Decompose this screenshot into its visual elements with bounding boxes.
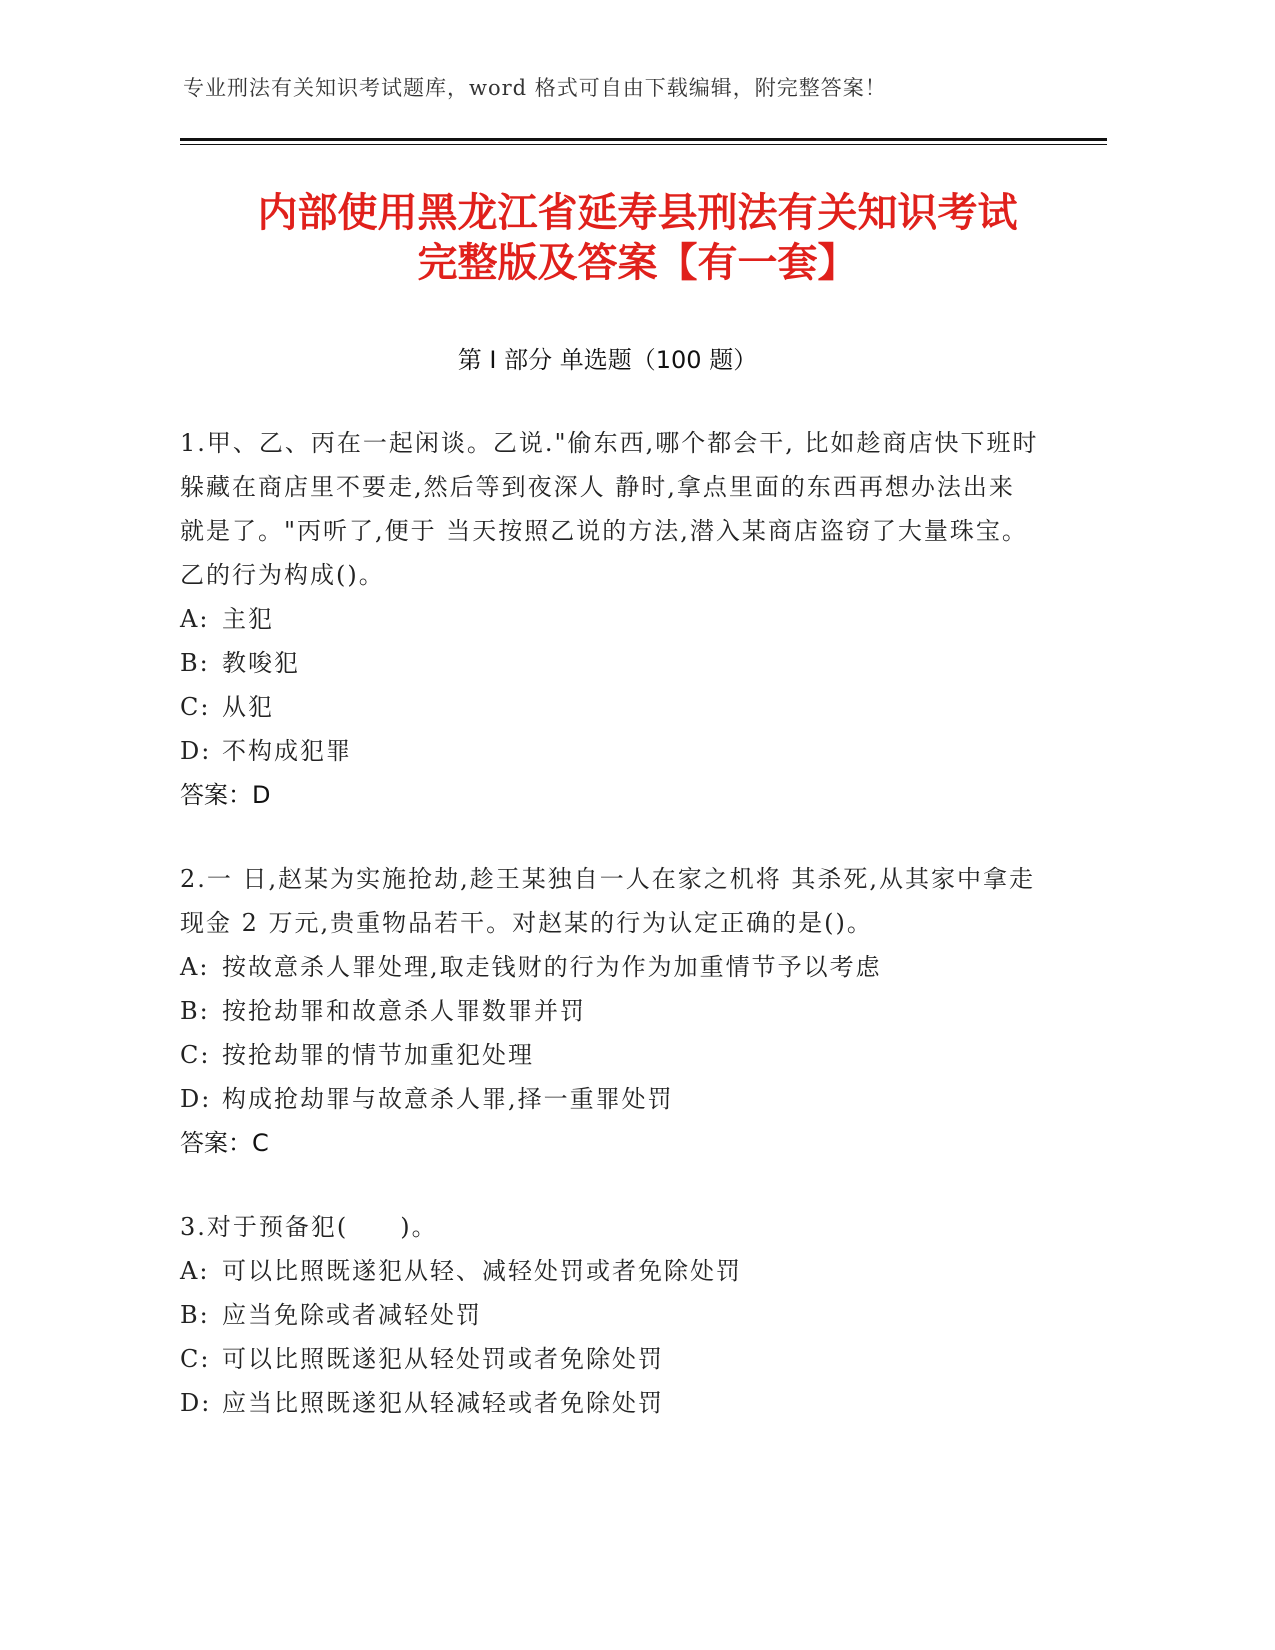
section-title: 第 I 部分 单选题（100 题） (457, 346, 758, 374)
option-a (180, 945, 1040, 989)
option-d (180, 1077, 1040, 1121)
option-b (180, 1293, 1040, 1337)
option-letter: D: (180, 737, 212, 765)
option-c (180, 1033, 1040, 1077)
option-letter: A: (180, 1257, 210, 1285)
option-text: 可以比照既遂犯从轻、减轻处罚或者免除处罚 (222, 1257, 742, 1285)
option-d (180, 1381, 1040, 1425)
question-3 (180, 1205, 1040, 1425)
header-rule-thin (180, 144, 1107, 145)
option-text: 教唆犯 (222, 649, 300, 677)
option-letter: B: (180, 1301, 210, 1329)
option-letter: C: (180, 1041, 211, 1069)
option-text: 构成抢劫罪与故意杀人罪,择一重罪处罚 (222, 1085, 674, 1113)
option-letter: C: (180, 693, 211, 721)
question-stem: 3.对于预备犯( )。 (180, 1213, 438, 1241)
option-text: 从犯 (222, 693, 274, 721)
option-d (180, 729, 1040, 773)
option-text: 按故意杀人罪处理,取走钱财的行为作为加重情节予以考虑 (222, 953, 882, 981)
option-letter: B: (180, 649, 210, 677)
option-a (180, 597, 1040, 641)
option-letter: A: (180, 953, 210, 981)
question-stem: 1.甲、乙、丙在一起闲谈。乙说."偷东西,哪个都会干, 比如趁商店快下班时躲藏在商店里不要走,然后等到夜深人 静时,拿点里面的东西再想办法出来就是了。"丙听了,便于 当天按照乙说的方法,潜入某商店盗窃了大量珠宝。乙的行为构成()。 (180, 429, 1039, 589)
option-b (180, 641, 1040, 685)
option-text: 按抢劫罪和故意杀人罪数罪并罚 (222, 997, 586, 1025)
option-b (180, 989, 1040, 1033)
option-letter: A: (180, 605, 210, 633)
option-text: 主犯 (222, 605, 274, 633)
option-letter: D: (180, 1389, 212, 1417)
option-letter: D: (180, 1085, 212, 1113)
option-text: 可以比照既遂犯从轻处罚或者免除处罚 (222, 1345, 664, 1373)
document-title-line-2: 完整版及答案【有一套】 (417, 240, 858, 286)
answer: 答案：D (180, 781, 271, 809)
option-letter: C: (180, 1345, 211, 1373)
option-text: 应当比照既遂犯从轻减轻或者免除处罚 (222, 1389, 664, 1417)
option-c (180, 685, 1040, 729)
header-note: 专业刑法有关知识考试题库，word 格式可自由下载编辑，附完整答案！ (183, 76, 887, 100)
option-letter: B: (180, 997, 210, 1025)
option-a (180, 1249, 1040, 1293)
question-1 (180, 421, 1040, 817)
answer: 答案：C (180, 1129, 269, 1157)
document-title (160, 188, 1115, 288)
option-text: 应当免除或者减轻处罚 (222, 1301, 482, 1329)
question-stem: 2.一 日,赵某为实施抢劫,趁王某独自一人在家之机将 其杀死,从其家中拿走现金 2 万元,贵重物品若干。对赵某的行为认定正确的是()。 (180, 865, 1036, 937)
option-text: 不构成犯罪 (222, 737, 352, 765)
option-c (180, 1337, 1040, 1381)
header-rule-thick (180, 138, 1107, 141)
document-title-line-1: 内部使用黑龙江省延寿县刑法有关知识考试 (257, 190, 1018, 236)
question-2 (180, 857, 1040, 1165)
option-text: 按抢劫罪的情节加重犯处理 (222, 1041, 534, 1069)
